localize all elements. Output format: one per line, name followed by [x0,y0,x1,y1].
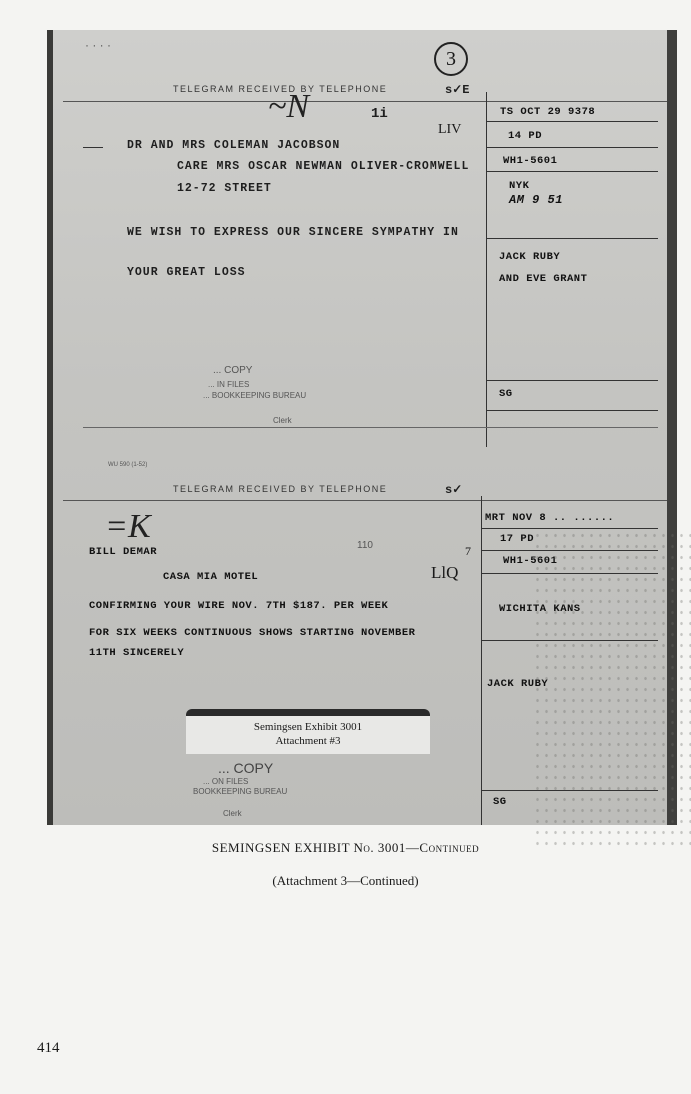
telegram2-liq: LlQ [431,563,459,582]
telegram1-liv: LIV [438,122,462,137]
telegram1-header: TELEGRAM RECEIVED BY TELEPHONE [173,84,388,94]
telegram1-stamp3: ... BOOKKEEPING BUREAU [203,391,307,400]
telegram2-message-line1: CONFIRMING YOUR WIRE NOV. 7TH $187. PER WEEK [89,600,389,612]
telegram1-side-city: NYK [509,180,530,192]
telegram1-side-phone: WH1-5601 [503,155,558,167]
telegram2-stamp2: ... ON FILES [203,777,249,786]
telegram2-side-city: WICHITA KANS [499,603,581,615]
telegram2-recipient-line1: BILL DEMAR [89,546,158,558]
telegram2-side-date: MRT NOV 8 .. ...... [485,512,615,524]
circled-number: 3 [434,42,468,76]
page-number: 414 [37,1040,60,1056]
telegram2-checkmark: s✓ [445,483,463,497]
caption-exhibit: SEMINGSEN EXHIBIT No. 3001—Continued [211,840,480,855]
telegram2-side-divider [481,496,482,825]
telegram1-code-mark: 1i [371,106,388,122]
telegram1-side-signature2: AND EVE GRANT [499,273,588,285]
exhibit-label [186,709,430,754]
telegram1-side-divider [486,92,487,447]
side-rule [481,528,658,529]
telegram2-side-pd: 17 PD [500,533,535,545]
telegram1-scribble: ~N [268,88,310,125]
document-photo [47,30,677,825]
telegram1-side-pd: 14 PD [508,130,543,142]
telegram1-side-code: SG [499,388,513,400]
telegram1-recipient-line3: 12-72 STREET [177,182,272,195]
exhibit-label-line1: Semingsen Exhibit 3001 [253,721,363,733]
telegram1-recipient-line1: DR AND MRS COLEMAN JACOBSON [127,139,341,152]
telegram2-header: TELEGRAM RECEIVED BY TELEPHONE [173,484,388,494]
telegram2-stamp1: ... COPY [218,760,274,776]
side-rule [486,410,658,411]
telegram1-clerk: Clerk [273,416,292,425]
telegram2-side-signature: JACK RUBY [487,678,549,690]
telegram1-side-date: TS OCT 29 9378 [500,106,596,118]
side-rule [486,171,658,172]
telegram2-code-mark: 110 [357,540,373,551]
telegram1-message-line2: YOUR GREAT LOSS [127,266,246,279]
telegram2-side-phone: WH1-5601 [503,555,558,567]
side-rule [486,380,658,381]
telegram2-message-line3: 11TH SINCERELY [89,647,185,659]
telegram2-clerk: Clerk [223,809,242,818]
side-rule [486,121,658,122]
telegram1-form-no: WU 590 (1-52) [108,462,148,468]
side-rule [486,147,658,148]
side-rule [486,238,658,239]
telegram1-side-time: AM 9 51 [509,193,563,207]
header-rule [63,101,667,102]
header-rule [63,500,667,501]
telegram2-scribble: =K [105,508,151,545]
telegram1-checkmark: s✓E [445,83,470,97]
telegram2-recipient-line2: CASA MIA MOTEL [163,571,259,583]
edge-marks: · · · · [85,38,111,52]
exhibit-label-line2: Attachment #3 [275,735,341,747]
telegram1-recipient-line2: CARE MRS OSCAR NEWMAN OLIVER-CROMWELL [177,160,470,173]
telegram1-side-signature1: JACK RUBY [499,251,561,263]
telegram1-stamp1: ... COPY [213,365,253,376]
caption-attachment: (Attachment 3—Continued) [272,873,419,888]
divider [83,427,658,428]
paper-grain [533,530,691,850]
telegram1-message-line1: WE WISH TO EXPRESS OUR SINCERE SYMPATHY IN [127,226,459,239]
margin-tick [83,147,103,148]
telegram2-side-code: SG [493,796,507,808]
telegram2-message-line2: FOR SIX WEEKS CONTINUOUS SHOWS STARTING NOVEMBER [89,627,416,639]
telegram2-count-mark: 7 [465,544,471,558]
telegram2-stamp3: BOOKKEEPING BUREAU [193,787,288,796]
telegram1-stamp2: ... IN FILES [208,380,250,389]
